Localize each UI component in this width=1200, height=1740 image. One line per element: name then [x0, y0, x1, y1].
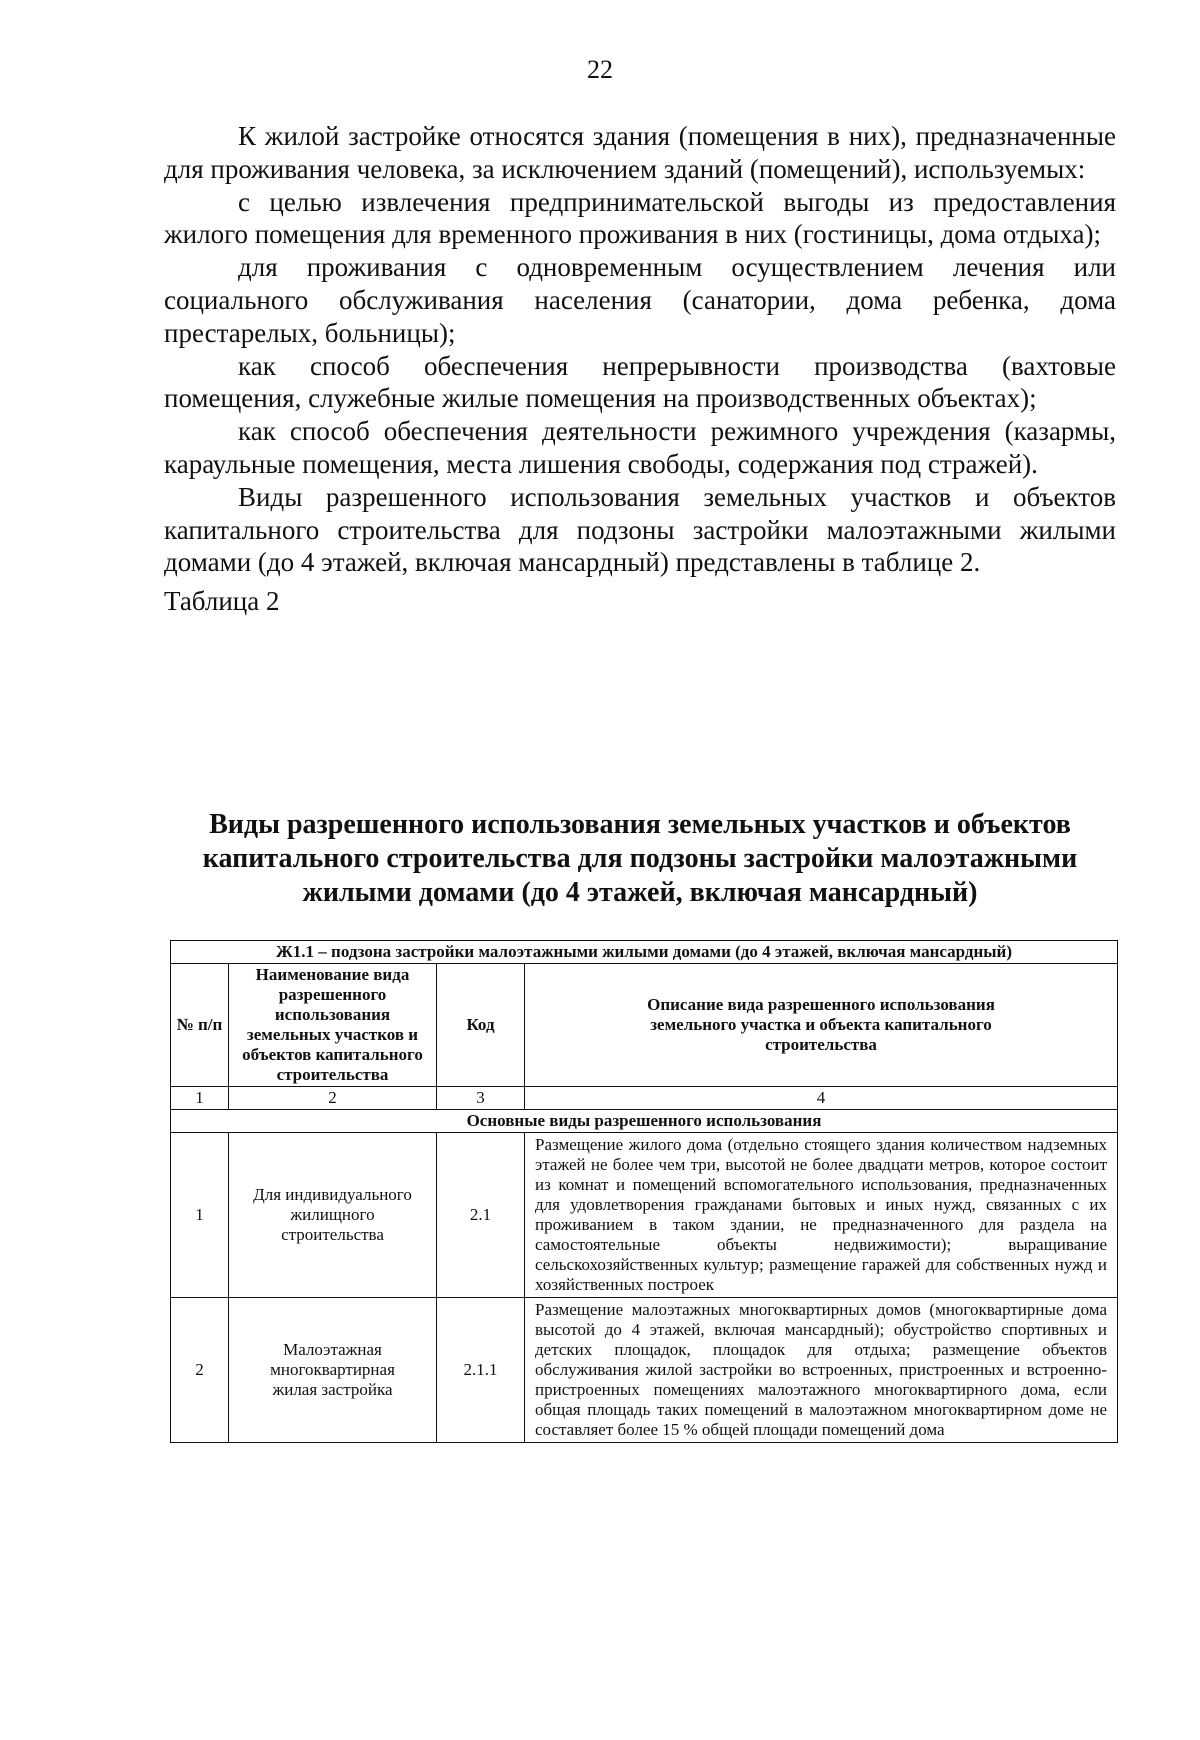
body-text — [164, 120, 1116, 618]
group-row — [171, 1110, 1118, 1133]
row-num: 1 — [171, 1133, 229, 1298]
column-number: 2 — [229, 1087, 437, 1110]
row-num: 2 — [171, 1298, 229, 1443]
row-name: Для индивидуального жилищного строительства — [229, 1133, 437, 1298]
group-title: Основные виды разрешенного использования — [171, 1110, 1118, 1133]
table-row — [171, 1298, 1118, 1443]
row-description: Размещение малоэтажных многоквартирных домов (многоквартирные дома высотой до 4 этажей, включая мансардный); обустройство спортивных и детских площадок, площадок для отдыха; размещение объектов обслуживания жилой застройки во встроенных, пристроенных и встроенно-пристроенных помещениях малоэтажного многоквартирного дома, если общая площадь таких помещений в малоэтажном многоквартирном доме не составляет более 15 % общей площади помещений дома — [525, 1298, 1118, 1443]
land-use-table — [170, 940, 1118, 1443]
row-code: 2.1.1 — [437, 1298, 525, 1443]
column-number: 4 — [525, 1087, 1118, 1110]
table-title: Виды разрешенного использования земельных участков и объектов капитального строительства для подзоны застройки малоэтажными жилыми домами (до 4 этажей, включая мансардный) — [202, 809, 1078, 908]
header-description: Описание вида разрешенного использования земельного участка и объекта капитального строительства — [525, 964, 1118, 1087]
column-number: 3 — [437, 1087, 525, 1110]
paragraph: с целью извлечения предпринимательской выгоды из предоставления жилого помещения для временного проживания в них (гостиницы, дома отдыха); — [164, 186, 1116, 250]
page-number: 22 — [587, 55, 613, 84]
paragraph: для проживания с одновременным осуществлением лечения или социального обслуживания населения (санатории, дома ребенка, дома престарелых, больницы); — [164, 252, 1116, 348]
row-description: Размещение жилого дома (отдельно стоящего здания количеством надземных этажей не более чем три, высотой не более двадцати метров, которое состоит из комнат и помещений вспомогательного использования, предназначенных для удовлетворения гражданами бытовых и иных нужд, связанных с их проживанием в таком здании, не предназначенного для раздела на самостоятельные объекты недвижимости); выращивание сельскохозяйственных культур; размещение гаражей для собственных нужд и хозяйственных построек — [525, 1133, 1118, 1298]
row-name: Малоэтажная многоквартирная жилая застройка — [229, 1298, 437, 1443]
table-label: Таблица 2 — [164, 586, 280, 617]
header-code: Код — [437, 964, 525, 1087]
header-name: Наименование вида разрешенного использования земельных участков и объектов капитального строительства — [229, 964, 437, 1087]
paragraph: как способ обеспечения деятельности режимного учреждения (казармы, караульные помещения, места лишения свободы, содержания под стражей). — [164, 416, 1116, 479]
paragraph: как способ обеспечения непрерывности производства (вахтовые помещения, служебные жилые помещения на производственных объектах); — [164, 350, 1116, 414]
paragraph: Виды разрешенного использования земельных участков и объектов капитального строительства для подзоны застройки малоэтажными жилыми домами (до 4 этажей, включая мансардный) представлены в таблице 2. — [164, 481, 1116, 578]
row-code: 2.1 — [437, 1133, 525, 1298]
paragraph: К жилой застройке относятся здания (помещения в них), предназначенные для проживания человека, за исключением зданий (помещений), используемых: — [164, 121, 1116, 184]
table-row — [171, 1133, 1118, 1298]
column-number: 1 — [171, 1087, 229, 1110]
header-num: № п/п — [171, 964, 229, 1087]
zone-title: Ж1.1 – подзона застройки малоэтажными жилыми домами (до 4 этажей, включая мансардный) — [171, 941, 1118, 964]
column-number-row — [171, 1087, 1118, 1110]
table-header-row — [171, 964, 1118, 1087]
